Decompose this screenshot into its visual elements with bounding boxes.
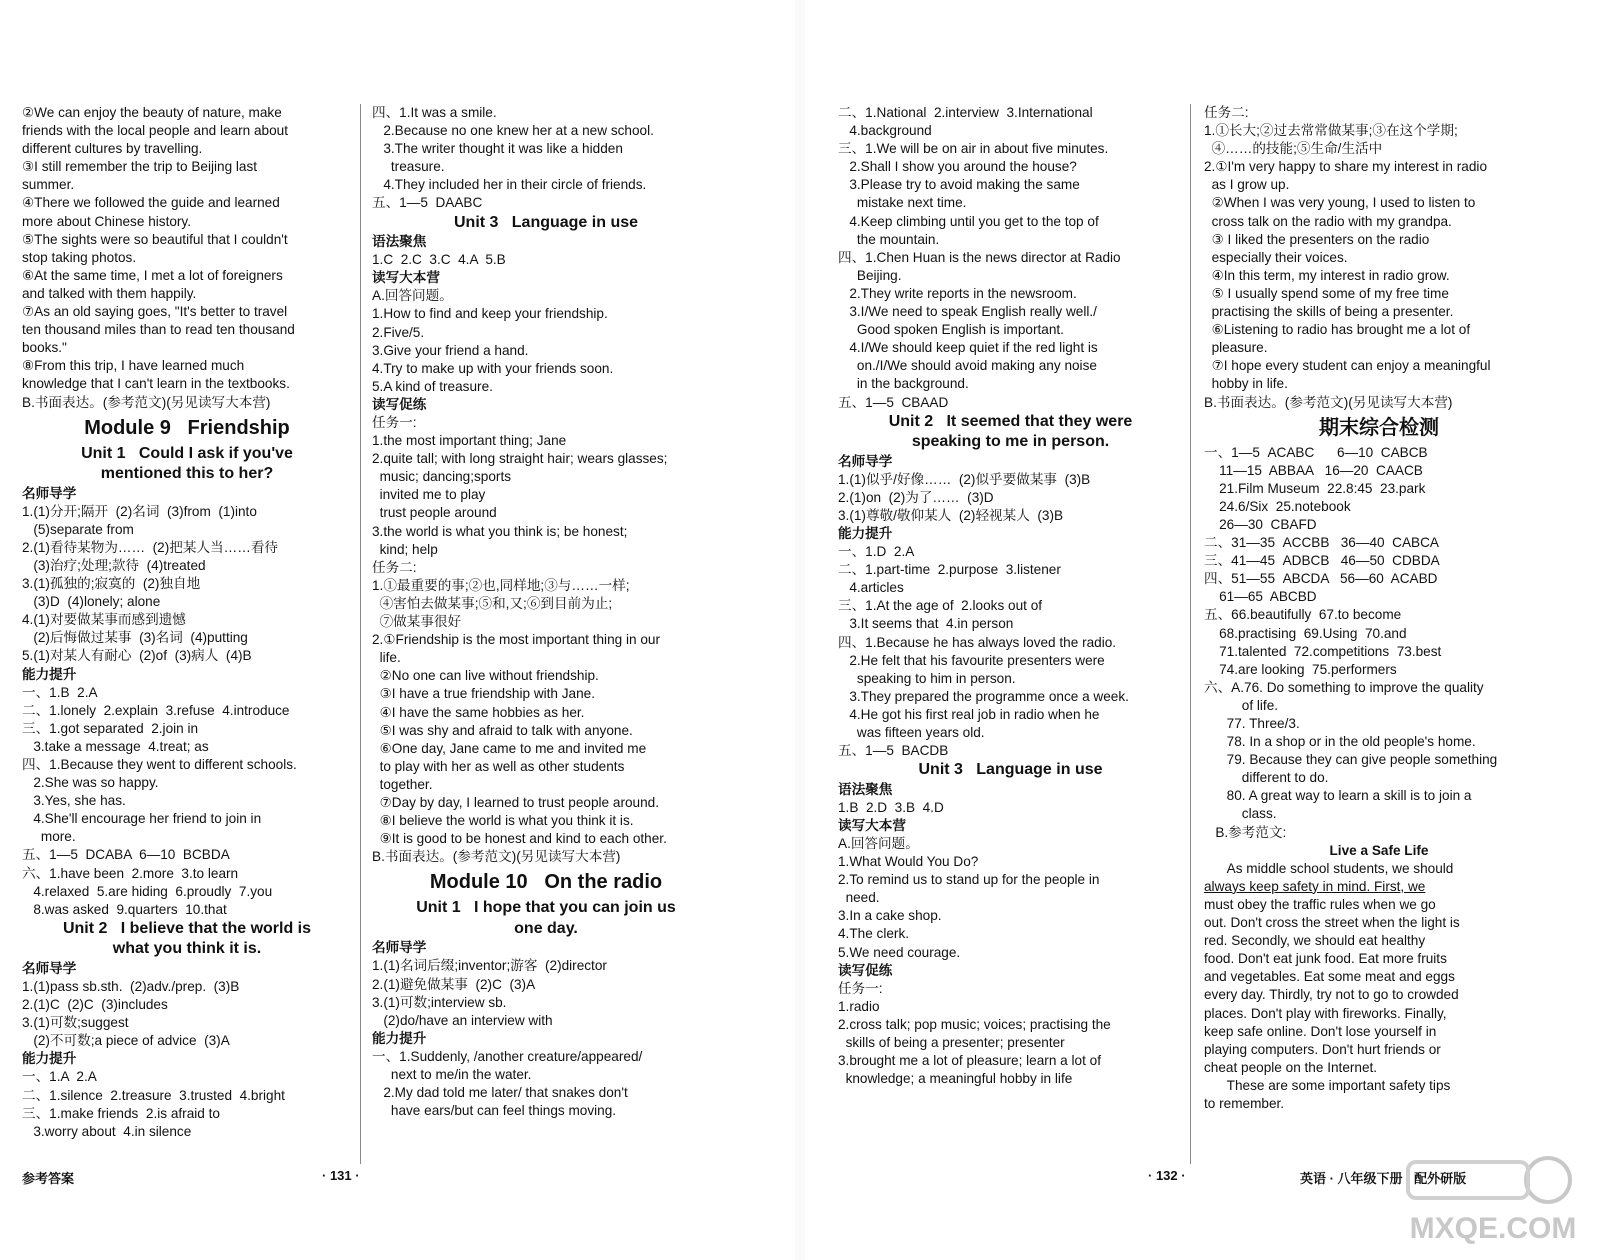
- answer-column-4: [1204, 104, 1554, 1113]
- answer-line: to play with her as well as other students: [372, 758, 625, 774]
- answer-line: class.: [1204, 806, 1277, 822]
- answer-line: 四、1.Because he has always loved the radio.: [838, 634, 1117, 650]
- answer-line: 1.C 2.C 3.C 4.A 5.B: [372, 252, 506, 268]
- answer-line: 24.6/Six 25.notebook: [1204, 498, 1351, 514]
- answer-line: ④害怕去做某事;⑤和,又;⑥到目前为止;: [372, 595, 613, 611]
- answer-line: 2.He felt that his favourite presenters were: [838, 652, 1105, 668]
- answer-line: 61—65 ABCBD: [1204, 589, 1317, 605]
- answer-line: 四、1.Chen Huan is the news director at Radio: [838, 249, 1121, 265]
- answer-line: food. Don't eat junk food. Eat more fruits: [1204, 951, 1447, 967]
- answer-line: 四、51—55 ABCDA 56—60 ACABD: [1204, 571, 1438, 587]
- answer-line: 二、1.lonely 2.explain 3.refuse 4.introduce: [22, 702, 290, 718]
- unit-heading: what you think it is.: [112, 940, 262, 958]
- answer-line: in the background.: [838, 376, 969, 392]
- answer-line: 79. Because they can give people something: [1204, 752, 1498, 768]
- answer-line: places. Don't play with fireworks. Finally,: [1204, 1005, 1447, 1021]
- answer-line: more about Chinese history.: [22, 213, 191, 229]
- answer-line: 2.①Friendship is the most important thing in our: [372, 632, 660, 648]
- answer-line: 2.Shall I show you around the house?: [838, 159, 1077, 175]
- answer-line: ②No one can live without friendship.: [372, 668, 599, 684]
- answer-line: 1.(1)pass sb.sth. (2)adv./prep. (3)B: [22, 978, 240, 994]
- answer-line: 2.My dad told me later/ that snakes don't: [372, 1085, 628, 1101]
- answer-line: Beijing.: [838, 267, 902, 283]
- answer-line: ⑥At the same time, I met a lot of foreigners: [22, 267, 283, 283]
- answer-line: ⑦做某事很好: [372, 614, 462, 630]
- answer-line: pleasure.: [1204, 340, 1268, 356]
- answer-line: B.书面表达。(参考范文)(另见读写大本营): [22, 394, 271, 410]
- answer-line: 2.(1)看待某物为…… (2)把某人当……看待: [22, 539, 279, 555]
- answer-line: ⑥One day, Jane came to me and invited me: [372, 740, 647, 756]
- answer-line: 3.the world is what you think is; be honest;: [372, 523, 628, 539]
- answer-line: next to me/in the water.: [372, 1067, 532, 1082]
- unit-heading: Unit 2 I believe that the world is: [62, 919, 312, 937]
- answer-line: practising the skills of being a presenter.: [1204, 304, 1454, 320]
- answer-line: 3.(1)可数;suggest: [22, 1015, 129, 1031]
- answer-line: 5.We need courage.: [838, 944, 961, 960]
- answer-line: 3.It seems that 4.in person: [838, 616, 1014, 632]
- answer-line: 2.She was so happy.: [22, 775, 159, 791]
- answer-line: 五、66.beautifully 67.to become: [1204, 607, 1402, 623]
- answer-line: 二、1.National 2.interview 3.International: [838, 105, 1093, 120]
- section-label: 名师导学: [22, 960, 77, 976]
- section-label: 读写大本营: [372, 270, 440, 286]
- answer-line: A.回答问题。: [838, 835, 919, 851]
- answer-line: 2.(1)C (2)C (3)includes: [22, 997, 168, 1013]
- answer-line: B.书面表达。(参考范文)(另见读写大本营): [1204, 394, 1453, 410]
- answer-line: every day. Thirdly, try not to go to crowded: [1204, 987, 1459, 1003]
- answer-line: B.书面表达。(参考范文)(另见读写大本营): [372, 849, 621, 865]
- answer-line: 74.are looking 75.performers: [1204, 661, 1397, 677]
- answer-line: ⑦Day by day, I learned to trust people around.: [372, 794, 660, 810]
- answer-line: 六、1.have been 2.more 3.to learn: [22, 865, 239, 881]
- answer-line: 五、1—5 DAABC: [372, 195, 483, 211]
- section-label: 能力提升: [372, 1030, 427, 1046]
- answer-line: 3.Yes, she has.: [22, 793, 126, 809]
- section-label: 名师导学: [838, 453, 893, 469]
- section-label: 名师导学: [372, 940, 427, 956]
- answer-line: 2.To remind us to stand up for the people in: [838, 872, 1100, 888]
- answer-line: 1.the most important thing; Jane: [372, 433, 567, 449]
- answer-line: different cultures by travelling.: [22, 141, 203, 157]
- answer-line: 3.brought me a lot of pleasure; learn a lot of: [838, 1053, 1101, 1069]
- answer-line: 3.I/We need to speak English really well./: [838, 304, 1097, 320]
- answer-line: 71.talented 72.competitions 73.best: [1204, 643, 1442, 659]
- answer-line: 五、1—5 BACDB: [838, 743, 949, 759]
- answer-line: 五、1—5 CBAAD: [838, 394, 949, 410]
- answer-line: 21.Film Museum 22.8:45 23.park: [1204, 480, 1426, 496]
- svg-text:MXQE.COM: MXQE.COM: [1409, 1212, 1577, 1245]
- answer-line: Good spoken English is important.: [838, 322, 1064, 338]
- unit-heading: one day.: [514, 919, 578, 937]
- answer-line: ④……的技能;⑤生命/生活中: [1204, 141, 1383, 157]
- unit-heading: Unit 1 I hope that you can join us: [416, 899, 676, 917]
- answer-line: 任务二:: [1204, 105, 1249, 120]
- answer-line: 4.The clerk.: [838, 926, 910, 942]
- answer-line: ③I still remember the trip to Beijing last: [22, 159, 258, 175]
- answer-line: 26—30 CBAFD: [1204, 516, 1317, 532]
- answer-line: 二、1.part-time 2.purpose 3.listener: [838, 562, 1061, 578]
- footer-reference-answers: 参考答案: [22, 1171, 75, 1186]
- answer-line: 80. A great way to learn a skill is to join a: [1204, 788, 1472, 804]
- answer-line: have ears/but can feel things moving.: [372, 1103, 617, 1119]
- section-label: 语法聚焦: [372, 234, 427, 250]
- answer-line: and vegetables. Eat some meat and eggs: [1204, 969, 1455, 985]
- answer-line: ⑧I believe the world is what you think it is.: [372, 813, 634, 829]
- answer-line: 8.was asked 9.quarters 10.that: [22, 901, 227, 917]
- answer-line: (3)治疗;处理;款待 (4)treated: [22, 557, 206, 573]
- section-label: 读写促练: [838, 962, 893, 978]
- answer-line: playing computers. Don't hurt friends or: [1204, 1041, 1441, 1057]
- answer-line: of life.: [1204, 697, 1279, 713]
- answer-line: keep safe online. Don't lose yourself in: [1204, 1023, 1437, 1039]
- answer-line: 2.①I'm very happy to share my interest in radio: [1204, 159, 1487, 175]
- unit-heading: Unit 2 It seemed that they were: [888, 412, 1133, 430]
- answer-line: 三、41—45 ADBCB 46—50 CDBDA: [1204, 553, 1440, 569]
- answer-line: 4.They included her in their circle of friends.: [372, 177, 647, 193]
- answer-line: 四、1.Because they went to different schools.: [22, 757, 297, 772]
- answer-line: 任务一:: [838, 980, 883, 996]
- answer-line: 3.They prepared the programme once a week.: [838, 688, 1129, 704]
- answer-line: 一、1.Suddenly, /another creature/appeared/: [372, 1048, 643, 1064]
- answer-line: 1.B 2.D 3.B 4.D: [838, 799, 944, 815]
- answer-line: as I grow up.: [1204, 177, 1290, 193]
- answer-column-2: [372, 104, 720, 1120]
- section-label: 能力提升: [22, 666, 77, 682]
- answer-line: knowledge; a meaningful hobby in life: [838, 1071, 1073, 1087]
- answer-line: ⑨It is good to be honest and kind to each other.: [372, 831, 667, 847]
- answer-line: mistake next time.: [838, 195, 967, 211]
- page-gutter: [795, 0, 805, 1260]
- answer-line: 3.Give your friend a hand.: [372, 342, 529, 358]
- essay-title: Live a Safe Life: [1329, 842, 1429, 858]
- answer-line: need.: [838, 890, 880, 906]
- answer-line: (5)separate from: [22, 521, 134, 537]
- answer-line: 78. In a shop or in the old people's home.: [1204, 734, 1476, 750]
- answer-line: ⑥Listening to radio has brought me a lot of: [1204, 322, 1471, 338]
- answer-line: ⑤I was shy and afraid to talk with anyone.: [372, 722, 633, 738]
- answer-line: more.: [22, 829, 76, 845]
- answer-line: different to do.: [1204, 770, 1329, 786]
- answer-line: 3.The writer thought it was like a hidden: [372, 141, 623, 157]
- answer-line: ③ I liked the presenters on the radio: [1204, 231, 1430, 247]
- answer-line: As middle school students, we should: [1204, 860, 1454, 876]
- answer-line: especially their voices.: [1204, 249, 1348, 265]
- answer-line: ⑦As an old saying goes, "It's better to travel: [22, 304, 288, 320]
- answer-line: 2.Because no one knew her at a new school.: [372, 123, 654, 139]
- answer-line: 68.practising 69.Using 70.and: [1204, 625, 1407, 641]
- answer-line: treasure.: [372, 159, 445, 175]
- answer-line: 1.(1)似乎/好像…… (2)似乎要做某事 (3)B: [838, 471, 1091, 487]
- answer-line: 2.(1)避免做某事 (2)C (3)A: [372, 976, 536, 992]
- answer-line: A.回答问题。: [372, 288, 453, 304]
- answer-line: 1.①长大;②过去常常做某事;③在这个学期;: [1204, 123, 1458, 139]
- answer-line: 11—15 ABBAA 16—20 CAACB: [1204, 462, 1423, 478]
- answer-line: 3.take a message 4.treat; as: [22, 738, 209, 754]
- answer-line: friends with the local people and learn about: [22, 123, 289, 139]
- answer-line: 1.①最重要的事;②也,同样地;③与……一样;: [372, 577, 630, 593]
- unit-heading: Unit 3 Language in use: [918, 761, 1103, 779]
- answer-line: 4.She'll encourage her friend to join in: [22, 811, 262, 827]
- answer-line: 任务一:: [372, 415, 417, 430]
- answer-line: 三、1.make friends 2.is afraid to: [22, 1105, 220, 1121]
- answer-line: ⑦I hope every student can enjoy a meaningful: [1204, 358, 1491, 374]
- section-label: 语法聚焦: [838, 781, 893, 797]
- answer-line: 1.What Would You Do?: [838, 854, 979, 870]
- module-heading: Module 9 Friendship: [84, 416, 290, 439]
- answer-line: 4.He got his first real job in radio when he: [838, 706, 1100, 722]
- answer-line: 任务二:: [372, 559, 417, 575]
- answer-line: 五、1—5 DCABA 6—10 BCBDA: [22, 847, 230, 863]
- answer-line: 一、1.A 2.A: [22, 1069, 97, 1085]
- page-number-left: · 131 ·: [322, 1168, 360, 1183]
- answer-line: 3.(1)尊敬/敬仰某人 (2)轻视某人 (3)B: [838, 507, 1064, 523]
- answer-line: on./I/We should avoid making any noise: [838, 358, 1097, 374]
- answer-line: the mountain.: [838, 231, 940, 247]
- answer-line: 3.(1)可数;interview sb.: [372, 994, 507, 1010]
- answer-line: 4.Keep climbing until you get to the top of: [838, 213, 1099, 229]
- answer-line: red. Secondly, we should eat healthy: [1204, 933, 1426, 949]
- answer-line: 四、1.It was a smile.: [372, 105, 497, 120]
- section-label: 名师导学: [22, 485, 77, 501]
- answer-line: 77. Three/3.: [1204, 716, 1300, 731]
- answer-line: 4.I/We should keep quiet if the red light is: [838, 340, 1098, 356]
- answer-line: out. Don't cross the street when the light is: [1204, 915, 1460, 931]
- footer-book-title: 英语 · 八年级下册 · 配外研版: [1300, 1171, 1467, 1186]
- answer-line: 2.They write reports in the newsroom.: [838, 285, 1077, 301]
- answer-line: 4.articles: [838, 580, 904, 596]
- answer-line: invited me to play: [372, 487, 486, 503]
- answer-line: (3)D (4)lonely; alone: [22, 594, 161, 610]
- answer-line: skills of being a presenter; presenter: [838, 1035, 1065, 1050]
- answer-line: hobby in life.: [1204, 376, 1288, 392]
- answer-line: 二、1.silence 2.treasure 3.trusted 4.bright: [22, 1087, 285, 1103]
- answer-line: 2.quite tall; with long straight hair; wears glasses;: [372, 451, 668, 467]
- answer-line: 2.(1)on (2)为了…… (3)D: [838, 489, 994, 505]
- answer-line: and talked with them happily.: [22, 285, 197, 301]
- answer-line: 4.Try to make up with your friends soon.: [372, 360, 614, 376]
- answer-line: summer.: [22, 177, 75, 193]
- answer-line: ②We can enjoy the beauty of nature, make: [22, 105, 282, 120]
- answer-line: 5.A kind of treasure.: [372, 378, 493, 394]
- answer-line: (2)后悔做过某事 (3)名词 (4)putting: [22, 630, 248, 646]
- answer-line: 1.radio: [838, 998, 880, 1014]
- unit-heading: Unit 3 Language in use: [453, 213, 639, 231]
- answer-line: must obey the traffic rules when we go: [1204, 896, 1436, 912]
- answer-line: ④In this term, my interest in radio grow.: [1204, 267, 1450, 283]
- answer-line: speaking to him in person.: [838, 670, 1016, 686]
- answer-line: 二、31—35 ACCBB 36—40 CABCA: [1204, 535, 1439, 551]
- answer-line: books.": [22, 340, 67, 356]
- answer-line: ⑤The sights were so beautiful that I couldn't: [22, 231, 288, 247]
- answer-line: ⑧From this trip, I have learned much: [22, 358, 245, 374]
- section-label: 读写促练: [372, 396, 427, 412]
- answer-column-3: [838, 104, 1183, 1088]
- answer-line: ③I have a true friendship with Jane.: [372, 686, 596, 702]
- answer-line: cheat people on the Internet.: [1204, 1059, 1378, 1075]
- answer-line: 3.(1)孤独的;寂寞的 (2)独自地: [22, 576, 201, 592]
- answer-line: 3.In a cake shop.: [838, 908, 942, 924]
- answer-line: ④I have the same hobbies as her.: [372, 704, 585, 720]
- page-number-right: · 132 ·: [1148, 1168, 1186, 1183]
- answer-line: B.参考范文:: [1204, 824, 1287, 840]
- answer-line: These are some important safety tips: [1204, 1077, 1451, 1093]
- answer-line: music; dancing;sports: [372, 469, 512, 485]
- answer-line: (2)不可数;a piece of advice (3)A: [22, 1033, 230, 1049]
- section-label: 能力提升: [838, 525, 893, 541]
- answer-line: 一、1.D 2.A: [838, 544, 915, 560]
- answer-column-1: [22, 104, 352, 1141]
- answer-line: 一、1—5 ACABC 6—10 CABCB: [1204, 444, 1428, 460]
- answer-line: ④There we followed the guide and learned: [22, 195, 280, 211]
- section-label: 读写大本营: [838, 817, 906, 833]
- answer-line: (2)do/have an interview with: [372, 1012, 553, 1028]
- answer-line: 1.(1)分开;隔开 (2)名词 (3)from (1)into: [22, 503, 257, 519]
- answer-line: 3.worry about 4.in silence: [22, 1123, 192, 1139]
- answer-line: always keep safety in mind. First, we: [1204, 878, 1426, 894]
- answer-line: 4.(1)对要做某事而感到遗憾: [22, 612, 186, 628]
- answer-line: 3.Please try to avoid making the same: [838, 177, 1080, 193]
- unit-heading: Unit 1 Could I ask if you've: [81, 444, 293, 462]
- answer-line: kind; help: [372, 541, 438, 557]
- answer-line: to remember.: [1204, 1095, 1285, 1111]
- answer-line: 三、1.got separated 2.join in: [22, 720, 199, 736]
- answer-line: trust people around: [372, 505, 497, 521]
- answer-line: 4.background: [838, 123, 932, 139]
- answer-line: stop taking photos.: [22, 249, 137, 265]
- answer-line: cross talk on the radio with my grandpa.: [1204, 213, 1452, 229]
- answer-line: 三、1.At the age of 2.looks out of: [838, 598, 1043, 614]
- answer-line: knowledge that I can't learn in the textbooks.: [22, 376, 290, 392]
- unit-heading: speaking to me in person.: [911, 433, 1110, 451]
- answer-line: 4.relaxed 5.are hiding 6.proudly 7.you: [22, 883, 273, 899]
- unit-heading: mentioned this to her?: [100, 465, 274, 483]
- answer-line: 1.How to find and keep your friendship.: [372, 306, 608, 322]
- module-heading: Module 10 On the radio: [429, 871, 663, 894]
- answer-line: 六、A.76. Do something to improve the quality: [1204, 679, 1484, 695]
- answer-line: 三、1.We will be on air in about five minutes.: [838, 141, 1109, 157]
- answer-line: 5.(1)对某人有耐心 (2)of (3)病人 (4)B: [22, 648, 252, 664]
- answer-line: 2.Five/5.: [372, 324, 425, 340]
- column-divider-left: [360, 104, 361, 1164]
- answer-line: 一、1.B 2.A: [22, 684, 98, 700]
- answer-line: life.: [372, 650, 401, 666]
- answer-line: 1.(1)名词后缀;inventor;游客 (2)director: [372, 958, 607, 974]
- module-heading: 期末综合检测: [1319, 416, 1439, 439]
- answer-line: ⑤ I usually spend some of my free time: [1204, 285, 1449, 301]
- section-label: 能力提升: [22, 1051, 77, 1067]
- answer-line: 2.cross talk; pop music; voices; practising the: [838, 1016, 1111, 1032]
- column-divider-right: [1190, 104, 1191, 1164]
- answer-line: ②When I was very young, I used to listen to: [1204, 195, 1476, 211]
- watermark-logo: [1398, 1150, 1588, 1250]
- answer-line: ten thousand miles than to read ten thousand: [22, 322, 295, 338]
- answer-line: was fifteen years old.: [838, 725, 985, 740]
- answer-line: together.: [372, 776, 433, 792]
